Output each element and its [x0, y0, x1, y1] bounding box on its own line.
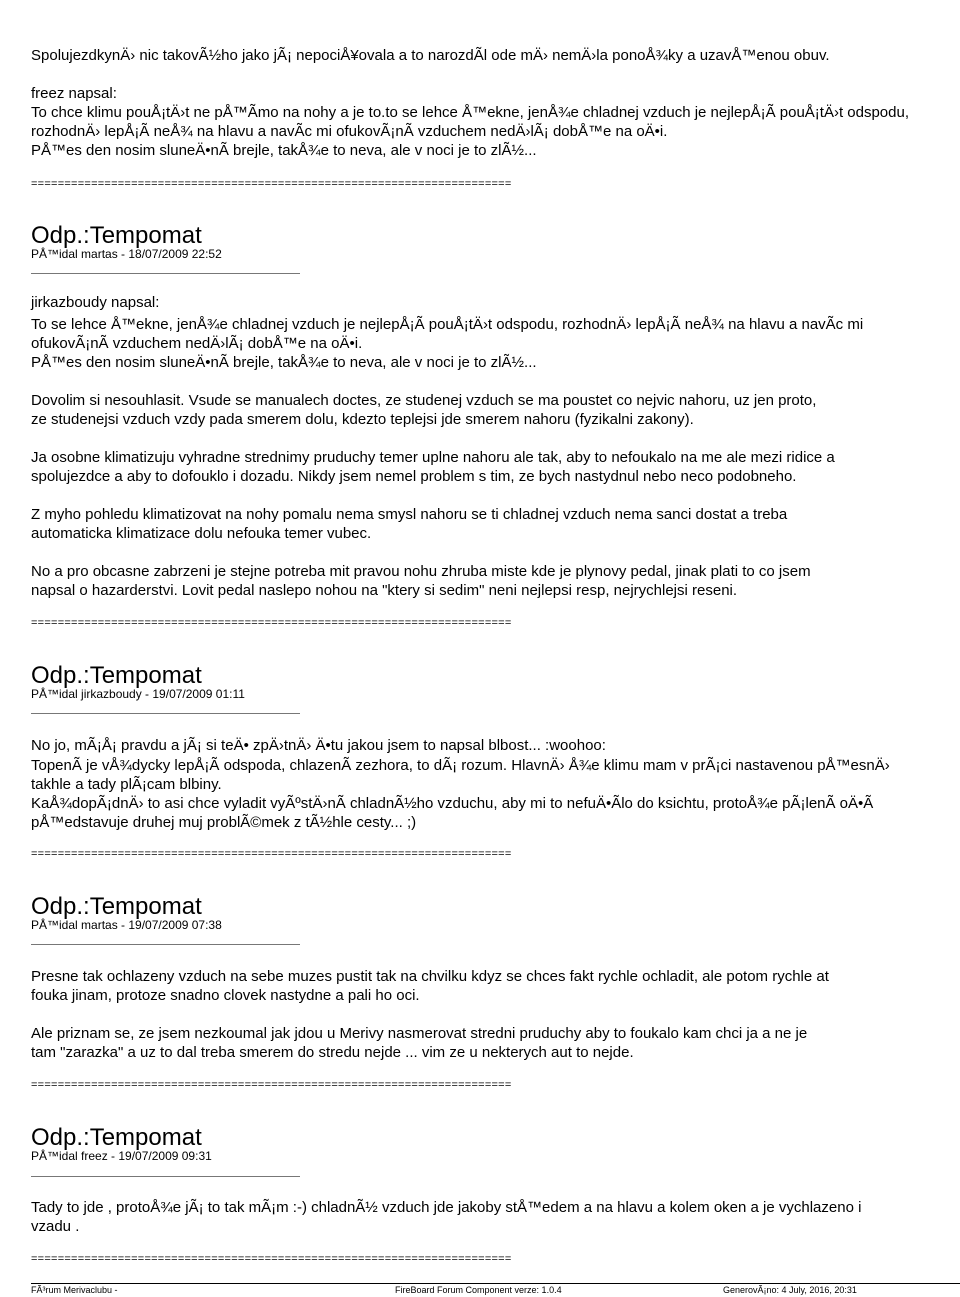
text-line: pÅ™edstavuje druhej muj problÃ©mek z tÃ½hle cesty... ;) [31, 814, 417, 831]
quote-header: freez napsal: [31, 85, 117, 102]
post-meta: PÅ™idal freez - 19/07/2009 09:31 [31, 1149, 212, 1163]
text-line: Presne tak ochlazeny vzduch na sebe muzes pustit tak na chvilku kdyz se chces fakt rychle ochladit, ale potom rychle at [31, 968, 829, 985]
text-line: TopenÃ je vÅ¾dycky lepÅ¡Ã odspoda, chlazenÃ zezhora, to dÃ¡ rozum. HlavnÄ› Å¾e klimu mam v prÃ¡ci nastavenou pÅ™esnÄ› [31, 757, 890, 774]
text-line: KaÅ¾dopÃ¡dnÄ› to asi chce vyladit vyÃºstÄ›nÃ chladnÃ½ho vzduchu, aby mi to nefuÄ•Ãlo do ksichtu, protoÅ¾e pÃ¡lenÃ oÄ•Ã [31, 795, 874, 812]
text-line: ofukovÃ¡nÃ vzduchem nedÄ›lÃ¡ dobÅ™e na oÄ•i. [31, 335, 363, 352]
divider [31, 1176, 300, 1177]
post-meta: PÅ™idal martas - 18/07/2009 22:52 [31, 247, 222, 261]
text-line: No a pro obcasne zabrzeni je stejne potreba mit pravou nohu zhruba miste kde je plynovy pedal, jinak plati to co jsem [31, 563, 811, 580]
post-separator: ======================================================================== [31, 848, 512, 860]
divider [31, 944, 300, 945]
text-line: PÅ™es den nosim sluneÄ•nÃ brejle, takÅ¾e to neva, ale v noci je to zlÃ½... [31, 354, 537, 371]
post-separator: ======================================================================== [31, 1253, 512, 1265]
text-line: automaticka klimatizace dolu nefouka temer vubec. [31, 525, 372, 542]
text-line: fouka jinam, protoze snadno clovek nastydne a pali ho oci. [31, 987, 420, 1004]
text-line: Ale priznam se, ze jsem nezkoumal jak jdou u Merivy nasmerovat stredni pruduchy aby to foukalo kam chci ja a ne je [31, 1025, 808, 1042]
text-line: rozhodnÄ› lepÅ¡Ã neÅ¾ na hlavu a navÃc mi ofukovÃ¡nÃ vzduchem nedÄ›lÃ¡ dobÅ™e na oÄ•i. [31, 123, 668, 140]
post-separator: ======================================================================== [31, 1079, 512, 1091]
post-title: Odp.:Tempomat [31, 222, 202, 249]
divider [31, 273, 300, 274]
divider [31, 713, 300, 714]
text-line: vzadu . [31, 1218, 80, 1235]
text-line: tam "zarazka" a uz to dal treba smerem do stredu nejde ... vim ze u nekterych aut to nejde. [31, 1044, 634, 1061]
page-footer [0, 1284, 960, 1297]
text-line: No jo, mÃ¡Å¡ pravdu a jÃ¡ si teÄ• zpÄ›tnÄ› Ä•tu jakou jsem to napsal blbost... :woohoo: [31, 737, 606, 754]
text-line: SpolujezdkynÄ› nic takovÃ½ho jako jÃ¡ nepociÅ¥ovala a to narozdÃl ode mÄ› nemÄ›la ponoÅ¾ky a uzavÅ™enou obuv. [31, 47, 830, 64]
text-line: Ja osobne klimatizuju vyhradne strednimy pruduchy temer uplne nahoru ale tak, aby to nefoukalo na me ale mezi ridice a [31, 449, 835, 466]
footer-generated: GenerovÃ¡no: 4 July, 2016, 20:31 [723, 1285, 857, 1295]
text-line: Dovolim si nesouhlasit. Vsude se manualech doctes, ze studenej vzduch se ma poustet co nejvic nahoru, uz jen proto, [31, 392, 817, 409]
footer-component: FireBoard Forum Component verze: 1.0.4 [395, 1285, 562, 1295]
post-separator: ======================================================================== [31, 617, 512, 629]
text-line: ze studenejsi vzduch vzdy pada smerem dolu, kdezto teplejsi jde smerem nahoru (fyzikalni zakony). [31, 411, 694, 428]
post-title: Odp.:Tempomat [31, 662, 202, 689]
text-line: Z myho pohledu klimatizovat na nohy pomalu nema smysl nahoru se ti chladnej vzduch nema sanci dostat a treba [31, 506, 788, 523]
text-line: PÅ™es den nosim sluneÄ•nÃ brejle, takÅ¾e to neva, ale v noci je to zlÃ½... [31, 142, 537, 159]
text-line: takhle a tady plÃ¡cam blbiny. [31, 776, 222, 793]
post-title: Odp.:Tempomat [31, 893, 202, 920]
text-line: To se lehce Å™ekne, jenÅ¾e chladnej vzduch je nejlepÅ¡Ã pouÅ¡tÄ›t odspodu, rozhodnÄ› lepÅ¡Ã neÅ¾ na hlavu a navÃc mi [31, 316, 864, 333]
quote-header: jirkazboudy napsal: [31, 294, 160, 311]
footer-site-name: FÃ³rum Merivaclubu - [31, 1285, 118, 1295]
post-title: Odp.:Tempomat [31, 1124, 202, 1151]
text-line: Tady to jde , protoÅ¾e jÃ¡ to tak mÃ¡m :-) chladnÃ½ vzduch jde jakoby stÅ™edem a na hlavu a kolem oken a je vychlazeno i [31, 1199, 862, 1216]
text-line: To chce klimu pouÅ¡tÄ›t ne pÅ™Ãmo na nohy a je to.to se lehce Å™ekne, jenÅ¾e chladnej vzduch je nejlepÅ¡Ã pouÅ¡tÄ›t odspodu, [31, 104, 910, 121]
post-meta: PÅ™idal martas - 19/07/2009 07:38 [31, 918, 222, 932]
text-line: napsal o hazarderstvi. Lovit pedal naslepo nohou na "ktery si sedim" neni nejlepsi resp, nejrychlejsi reseni. [31, 582, 738, 599]
text-line: spolujezdce a aby to dofouklo i dozadu. Nikdy jsem nemel problem s tim, ze bych nastydnul nebo neco podobneho. [31, 468, 797, 485]
post-meta: PÅ™idal jirkazboudy - 19/07/2009 01:11 [31, 687, 245, 701]
post-separator: ======================================================================== [31, 178, 512, 190]
